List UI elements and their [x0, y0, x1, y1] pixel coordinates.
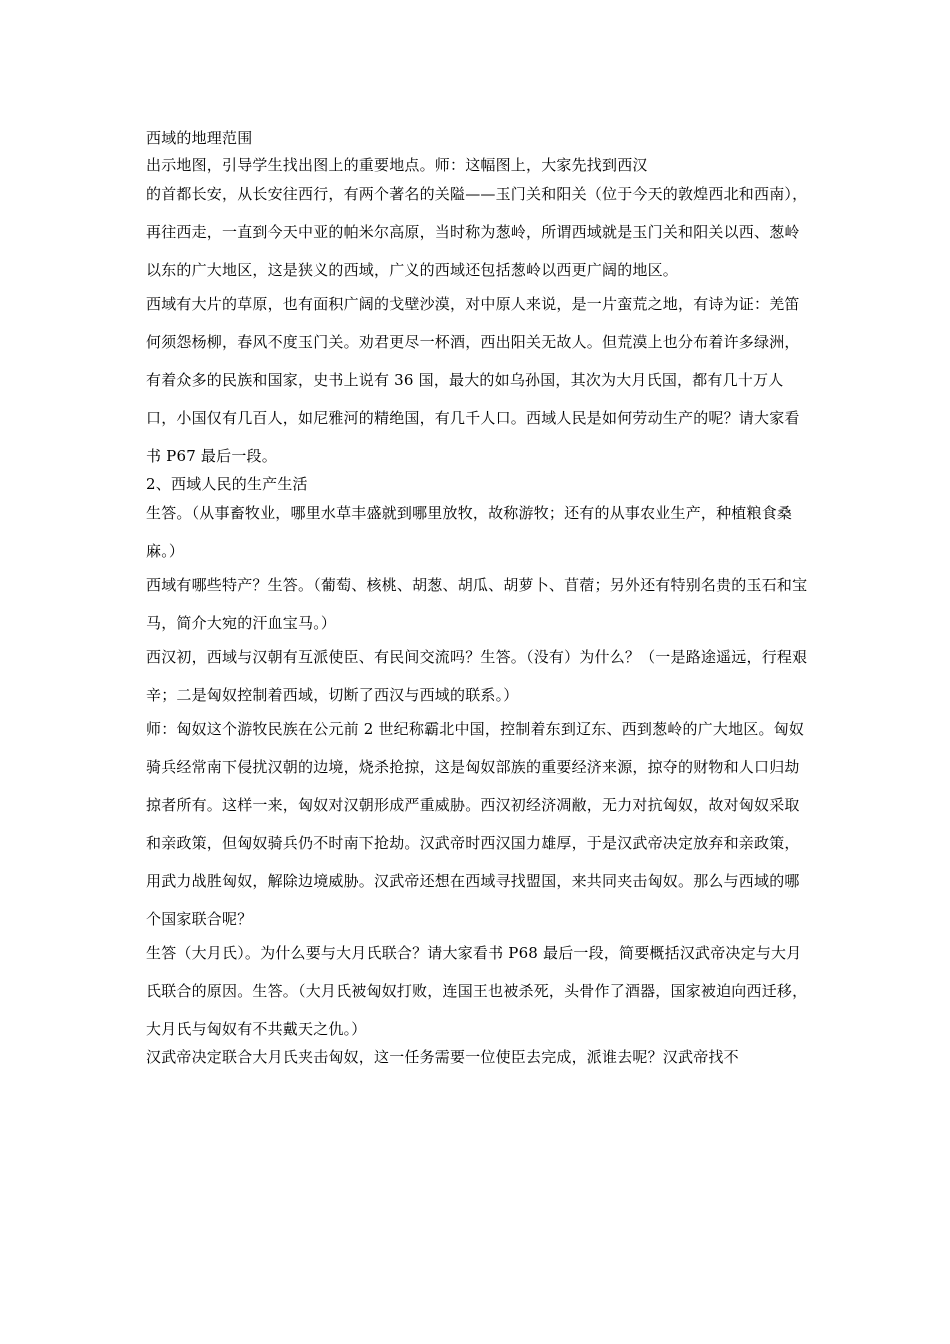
paragraph-show-map: 出示地图，引导学生找出图上的重要地点。师：这幅图上，大家先找到西汉 [146, 156, 648, 174]
paragraph-early-han-exchange: 西汉初，西域与汉朝有互派使臣、有民间交流吗？生答。（没有）为什么？（一是路途遥远，行程艰辛；二是匈奴控制着西域，切断了西汉与西域的联系。） [146, 648, 808, 704]
paragraph-specialties: 西域有哪些特产？生答。（葡萄、核桃、胡葱、胡瓜、胡萝卜、苜蓿；另外还有特别名贵的玉石和宝马，简介大宛的汗血宝马。） [146, 576, 808, 632]
paragraph-dayuezhi-alliance: 生答（大月氏）。为什么要与大月氏联合？请大家看书 P68 最后一段，简要概括汉武帝决定与大月氏联合的原因。生答。（大月氏被匈奴打败，连国王也被杀死，头骨作了酒器，国家被迫向西迁移，大月氏与匈奴有不共戴天之仇。） [146, 944, 808, 1038]
paragraph-changan-passes: 的首都长安，从长安往西行，有两个著名的关隘——玉门关和阳关（位于今天的敦煌西北和西南），再往西走，一直到今天中亚的帕米尔高原，当时称为葱岭，所谓西域就是玉门关和阳关以西、葱岭以东的广大地区，这是狭义的西域，广义的西域还包括葱岭以西更广阔的地区。 [146, 185, 808, 279]
paragraph-grasslands-oases: 西域有大片的草原，也有面积广阔的戈壁沙漠，对中原人来说，是一片蛮荒之地，有诗为证：羌笛何须怨杨柳，春风不度玉门关。劝君更尽一杯酒，西出阳关无故人。但荒漠上也分布着许多绿洲，有着众多的民族和国家，史书上说有 36 国，最大的如乌孙国，其次为大月氏国，都有几十万人口，小国仅有几百人，如尼雅河的精绝国，有几千人口。西域人民是如何劳动生产的呢？请大家看书 P67 最后一段。 [146, 295, 800, 465]
section-heading-production-life: 2、西域人民的生产生活 [146, 475, 308, 493]
paragraph-nomadic-farming: 生答。（从事畜牧业，哪里水草丰盛就到哪里放牧，故称游牧；还有的从事农业生产，种植粮食桑麻。） [146, 504, 793, 560]
section-heading-western-regions-geography: 西域的地理范围 [146, 129, 253, 147]
paragraph-envoy-mission: 汉武帝决定联合大月氏夹击匈奴，这一任务需要一位使臣去完成，派谁去呢？汉武帝找不 [146, 1048, 739, 1066]
document-body [146, 125, 810, 1071]
paragraph-xiongnu-threat: 师：匈奴这个游牧民族在公元前 2 世纪称霸北中国，控制着东到辽东、西到葱岭的广大地区。匈奴骑兵经常南下侵扰汉朝的边境，烧杀抢掠，这是匈奴部族的重要经济来源，掠夺的财物和人口归劫掠者所有。这样一来，匈奴对汉朝形成严重威胁。西汉初经济凋敝，无力对抗匈奴，故对匈奴采取和亲政策，但匈奴骑兵仍不时南下抢劫。汉武帝时西汉国力雄厚，于是汉武帝决定放弃和亲政策，用武力战胜匈奴，解除边境威胁。汉武帝还想在西域寻找盟国，来共同夹击匈奴。那么与西域的哪个国家联合呢？ [146, 720, 805, 928]
